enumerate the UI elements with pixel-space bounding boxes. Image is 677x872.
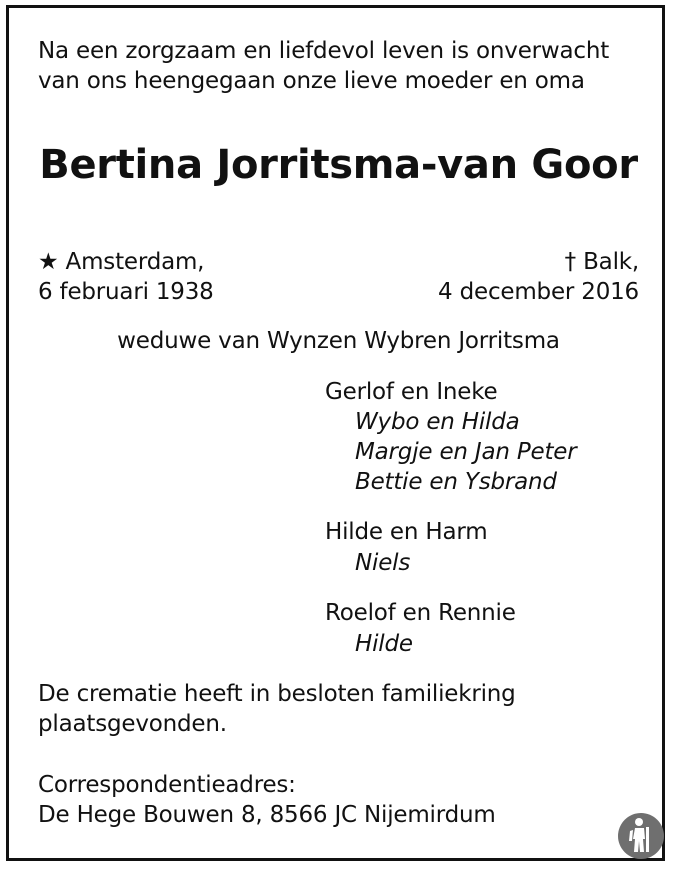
death-line bbox=[565, 247, 639, 277]
intro-line-2: van ons heengegaan onze lieve moeder en oma bbox=[38, 68, 585, 94]
death-cross-icon: † bbox=[564, 249, 576, 275]
memorial-figure-icon bbox=[617, 812, 665, 860]
birth-star-icon: ★ bbox=[38, 249, 59, 275]
intro-line-1: Na een zorgzaam en liefdevol leven is onverwacht bbox=[38, 38, 610, 64]
cremation-line-1: De crematie heeft in besloten familiekring bbox=[38, 681, 516, 707]
death-date: 4 december 2016 bbox=[438, 279, 639, 305]
family-parents-1: Gerlof en Ineke bbox=[325, 379, 498, 405]
death-place: Balk, bbox=[583, 249, 639, 275]
family-grandchild-1-1: Wybo en Hilda bbox=[355, 409, 520, 435]
birth-date: 6 februari 1938 bbox=[38, 279, 214, 305]
deceased-name: Bertina Jorritsma-van Goor bbox=[39, 142, 638, 188]
widow-line: weduwe van Wynzen Wybren Jorritsma bbox=[117, 328, 560, 354]
family-parents-3: Roelof en Rennie bbox=[325, 600, 516, 626]
family-grandchild-1-2: Margje en Jan Peter bbox=[355, 439, 577, 465]
correspondence-address: De Hege Bouwen 8, 8566 JC Nijemirdum bbox=[38, 802, 496, 828]
family-grandchild-1-3: Bettie en Ysbrand bbox=[355, 469, 557, 495]
birth-line bbox=[38, 247, 204, 277]
cremation-line-2: plaatsgevonden. bbox=[38, 711, 227, 737]
birth-place: Amsterdam, bbox=[65, 249, 205, 275]
family-grandchild-2-1: Niels bbox=[355, 550, 411, 576]
correspondence-label: Correspondentieadres: bbox=[38, 772, 296, 798]
family-grandchild-3-1: Hilde bbox=[355, 631, 413, 657]
family-parents-2: Hilde en Harm bbox=[325, 519, 488, 545]
